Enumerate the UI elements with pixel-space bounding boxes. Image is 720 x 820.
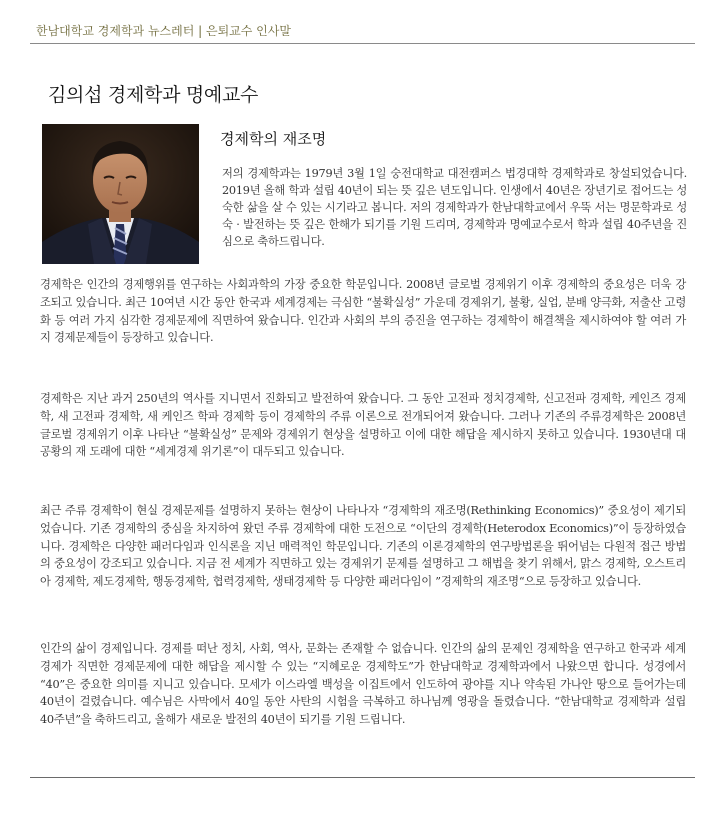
body-paragraph-3: 최근 주류 경제학이 현실 경제문제를 설명하지 못하는 현상이 나타나자 “경제학의 재조명(Rethinking Economics)” 중요성이 제기되었습니다. 기존 경제학의 중심을 차지하여 왔던 주류 경제학에 대한 도전으로 “이단의 경제학(Heterodox Economics)”이 등장하였습니다. 경제학은 다양한 패러다임과 인식론을 지닌 매력적인 학문입니다. 기존의 이론경제학의 연구방법론을 뛰어넘는 다원적 접근 방법의 중요성이 강조되고 있습니다. 지금 전 세계가 직면하고 있는 경제위기 문제를 설명하고 그 해법을 찾기 위해서, 맑스 경제학, 오스트리아 경제학, 제도경제학, 행동경제학, 협력경제학, 생태경제학 등 다양한 패러다임이 ”경제학의 재조명“으로 등장하고 있습니다.: [40, 504, 686, 589]
professor-portrait: [42, 124, 199, 264]
page-title: 김의섭 경제학과 명예교수: [48, 84, 259, 106]
header-divider: [30, 43, 695, 44]
intro-paragraph: 저의 경제학과는 1979년 3월 1일 숭전대학교 대전캠퍼스 법경대학 경제학과로 창설되었습니다. 2019년 올해 학과 설립 40년이 되는 뜻 깊은 년도입니다. 인생에서 40년은 장년기로 접어드는 성숙한 삶을 살 수 있는 시기라고 봅니다. 저의 경제학과가 한남대학교에서 우뚝 서는 명문학과로 성숙 · 발전하는 뜻 깊은 한해가 되기를 기원 드리며, 경제학과 명예교수로서 학과 설립 40주년을 진심으로 축하드립니다.: [222, 167, 687, 248]
body-paragraph-2: 경제학은 지난 과거 250년의 역사를 지니면서 진화되고 발전하여 왔습니다. 그 동안 고전파 정치경제학, 신고전파 경제학, 케인즈 경제학, 새 고전파 경제학, 새 케인즈 학파 경제학 등이 경제학의 주류 이론으로 전개되어져 왔습니다. 그러나 기존의 주류경제학은 2008년 글로벌 경제위기 이후 나타난 “불확실성” 문제와 경제위기 현상을 설명하고 이에 대한 해답을 제시하지 못하고 있습니다. 1930년대 대공황의 재 도래에 대한 “세계경제 위기론”이 대두되고 있습니다.: [40, 392, 686, 459]
article-subtitle: 경제학의 재조명: [220, 130, 327, 148]
body-paragraph-4: 인간의 삶이 경제입니다. 경제를 떠난 정치, 사회, 역사, 문화는 존재할 수 없습니다. 인간의 삶의 문제인 경제학을 연구하고 한국과 세계경제가 직면한 경제문제에 대한 해답을 제시할 수 있는 “지혜로운 경제학도”가 한남대학교 경제학과에서 나왔으면 합니다. 성경에서 “40”은 중요한 의미를 지니고 있습니다. 모세가 이스라엘 백성을 이집트에서 인도하여 광야를 지나 약속된 가나안 땅으로 들어가는데 40년이 걸렸습니다. 예수님은 사막에서 40일 동안 사탄의 시험을 극복하고 하나님께 영광을 돌렸습니다. “한남대학교 경제학과 설립 40주년”을 축하드리고, 올해가 새로운 발전의 40년이 되기를 기원 드립니다.: [40, 642, 686, 727]
body-paragraph-1: 경제학은 인간의 경제행위를 연구하는 사회과학의 가장 중요한 학문입니다. 2008년 글로벌 경제위기 이후 경제학의 중요성은 더욱 강조되고 있습니다. 최근 10여년 시간 동안 한국과 세계경제는 극심한 “불확실성” 가운데 경제위기, 불황, 실업, 분배 양극화, 저출산 고령화 등 여러 가지 심각한 경제문제에 직면하여 왔습니다. 인간과 사회의 부의 증진을 연구하는 경제학이 해결책을 제시하여야 할 여러 가지 경제문제들이 등장하고 있습니다.: [40, 278, 686, 345]
footer-divider: [30, 777, 695, 778]
newsletter-header: 한남대학교 경제학과 뉴스레터 | 은퇴교수 인사말: [36, 24, 291, 38]
